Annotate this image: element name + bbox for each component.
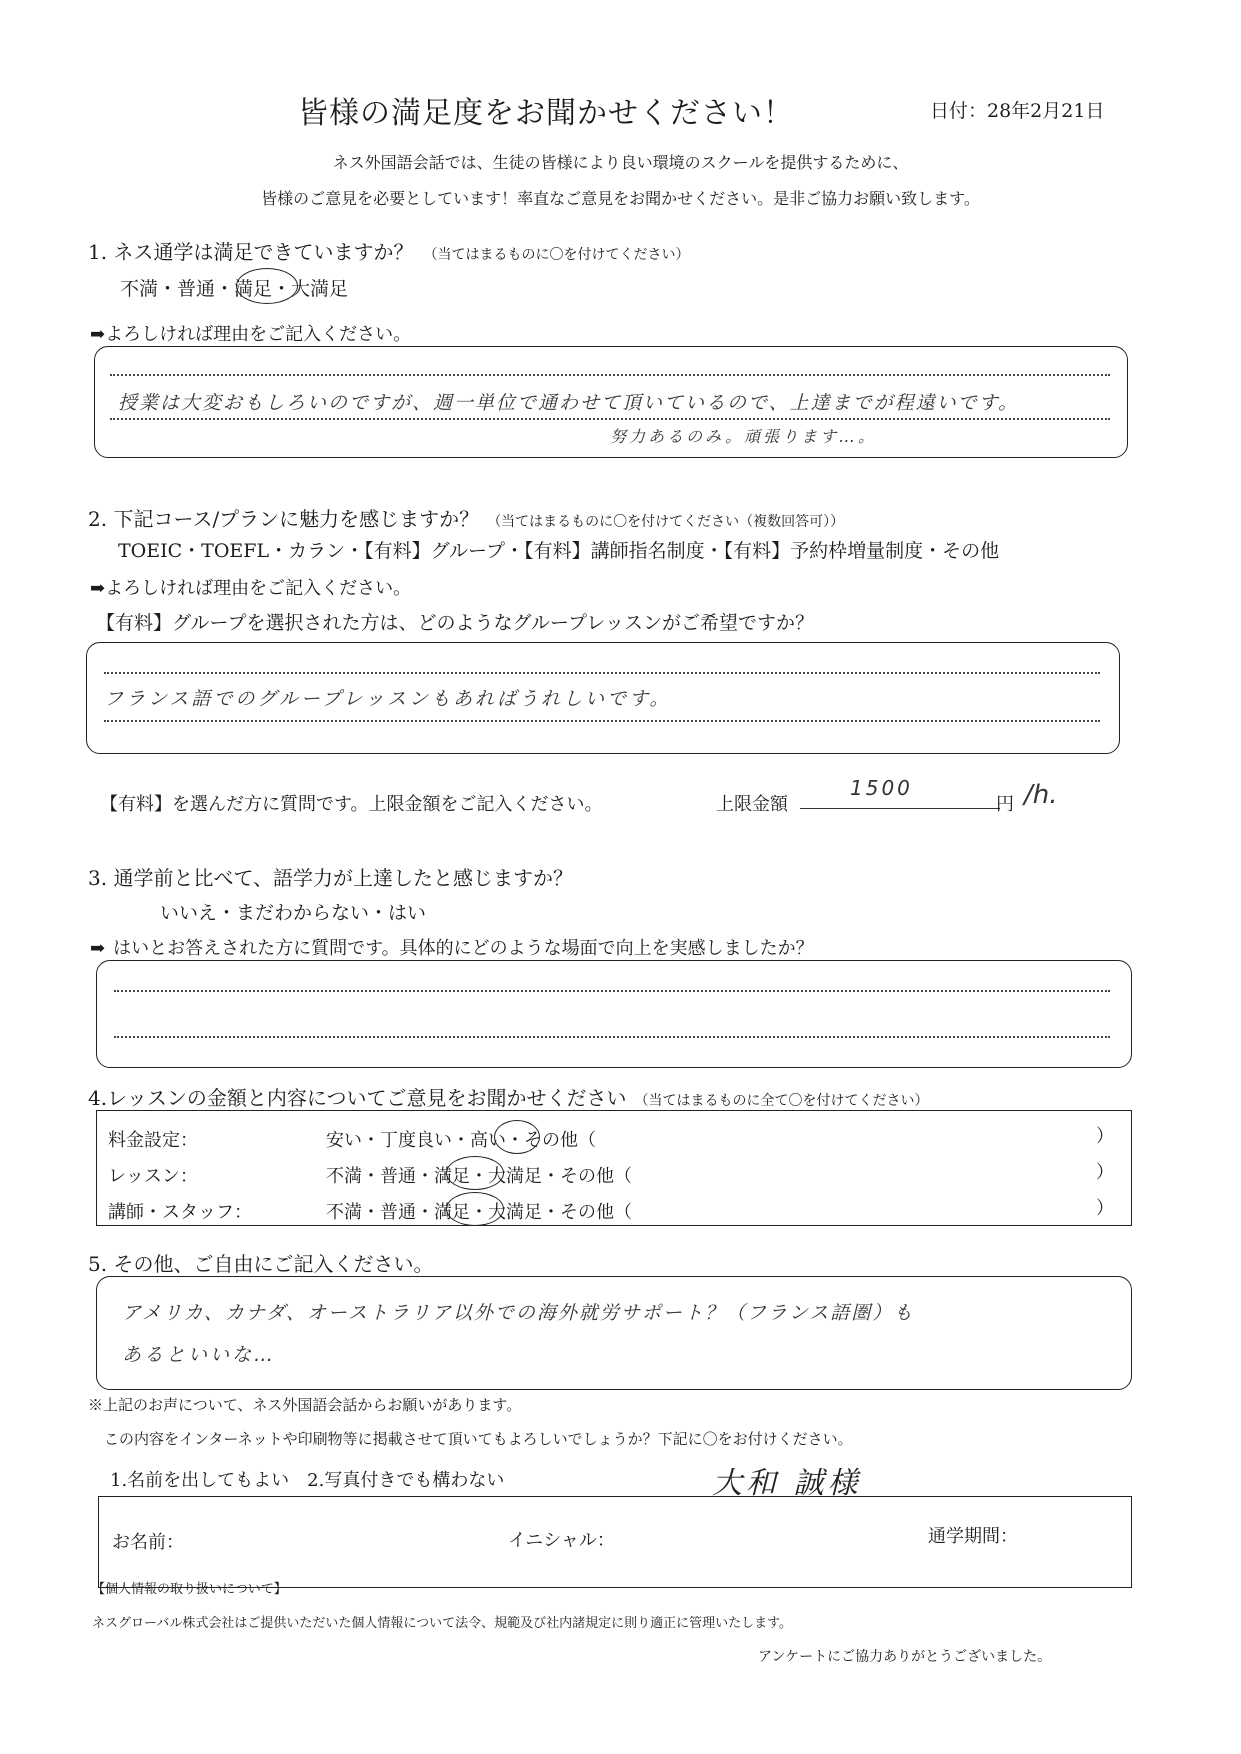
q4-row-price-close: ） bbox=[1096, 1126, 1114, 1147]
q4-question: 4.レッスンの金額と内容についてご意見をお聞かせください （当てはまるものに全て〇を付けてください） bbox=[88, 1086, 929, 1110]
answer-line bbox=[114, 990, 1110, 992]
name-label: お名前： bbox=[112, 1532, 184, 1553]
q1-question: 1. ネス通学は満足できていますか？ （当てはまるものに〇を付けてください） bbox=[88, 240, 690, 264]
q1-reason-prompt: ➡よろしければ理由をご記入ください。 bbox=[90, 324, 412, 345]
q2-limit-question: 【有料】を選んだ方に質問です。上限金額をご記入ください。 bbox=[100, 794, 603, 815]
q2-limit-value: 1500 bbox=[850, 776, 913, 800]
q4-row-price-options: 安い・丁度良い・高い・その他（ bbox=[326, 1130, 596, 1151]
q4-row-staff-close: ） bbox=[1096, 1198, 1114, 1219]
consent-notice: ※上記のお声について、ネス外国語会話からお願いがあります。 bbox=[88, 1396, 522, 1414]
q3-answer-box bbox=[96, 960, 1132, 1068]
consent-request: この内容をインターネットや印刷物等に掲載させて頂いてもよろしいでしょうか？下記に〇をお付けください。 bbox=[104, 1430, 853, 1448]
q3-followup: ➡ はいとお答えされた方に質問です。具体的にどのような場面で向上を実感しましたか？ bbox=[90, 938, 814, 959]
q5-answer-text-1: アメリカ、カナダ、オーストラリア以外での海外就労サポート？（フランス語圏）も bbox=[122, 1302, 915, 1324]
q5-answer-box bbox=[96, 1276, 1132, 1390]
q3-options: いいえ・まだわからない・はい bbox=[160, 902, 427, 924]
q3-question: 3. 通学前と比べて、語学力が上達したと感じますか？ bbox=[88, 866, 574, 890]
period-label: 通学期間： bbox=[928, 1526, 1018, 1547]
q5-question: 5. その他、ご自由にご記入ください。 bbox=[88, 1252, 434, 1276]
q4-row-lesson-close: ） bbox=[1096, 1162, 1114, 1183]
q4-row-price-label: 料金設定： bbox=[108, 1130, 198, 1151]
q2-limit-unit: 円 bbox=[996, 794, 1014, 815]
q2-limit-underline bbox=[800, 808, 1000, 809]
intro-line-2: 皆様のご意見を必要としています！率直なご意見をお聞かせください。是非ご協力お願い致します。 bbox=[261, 189, 980, 208]
privacy-title: 【個人情報の取り扱いについて】 bbox=[92, 1582, 287, 1597]
q2-limit-label: 上限金額 bbox=[716, 794, 788, 815]
q5-answer-text-2: あるといいな… bbox=[122, 1344, 277, 1366]
q2-question: 2. 下記コース/プランに魅力を感じますか？ （当てはまるものに〇を付けてください（複数回答可）） bbox=[88, 507, 845, 531]
thanks-text: アンケートにご協力ありがとうございました。 bbox=[758, 1649, 1052, 1665]
answer-line bbox=[110, 418, 1110, 420]
answer-line bbox=[104, 672, 1100, 674]
q1-options: 不満・普通・満足・大満足 bbox=[120, 278, 349, 300]
q1-answer-text-1: 授業は大変おもしろいのですが、週一単位で通わせて頂いているので、上達までが程遠いです。 bbox=[118, 392, 1020, 414]
q1-selected-circle bbox=[236, 268, 298, 304]
q4-row-lesson-label: レッスン： bbox=[108, 1166, 198, 1187]
q4-row-staff-options: 不満・普通・満足・大満足・その他（ bbox=[326, 1202, 632, 1223]
consent-options: 1.名前を出してもよい 2.写真付きでも構わない bbox=[110, 1470, 505, 1491]
privacy-text: ネスグローバル株式会社はご提供いただいた個人情報について法令、規範及び社内諸規定に則り適正に管理いたします。 bbox=[92, 1616, 793, 1631]
q4-lesson-selected-circle bbox=[446, 1156, 504, 1190]
intro-line-1: ネス外国語会話では、生徒の皆様により良い環境のスクールを提供するために、 bbox=[332, 153, 909, 172]
page-title: 皆様の満足度をお聞かせください！ bbox=[298, 96, 794, 131]
signature: 大和 誠様 bbox=[712, 1466, 862, 1501]
q2-answer-text: フランス語でのグループレッスンもあればうれしいです。 bbox=[104, 688, 672, 710]
q2-options: TOEIC・TOEFL・カラン・【有料】グループ・【有料】講師指名制度・【有料】予約枠増量制度・その他 bbox=[118, 540, 1000, 562]
answer-line bbox=[114, 1036, 1110, 1038]
q4-staff-selected-circle bbox=[446, 1192, 504, 1226]
answer-line bbox=[110, 374, 1110, 376]
initial-label: イニシャル： bbox=[508, 1530, 615, 1551]
q4-row-staff-label: 講師・スタッフ： bbox=[108, 1202, 252, 1223]
survey-date: 日付：28年2月21日 bbox=[930, 100, 1105, 122]
q4-price-selected-circle bbox=[494, 1120, 540, 1154]
q2-reason-prompt: ➡よろしければ理由をご記入ください。 bbox=[90, 578, 412, 599]
q2-group-question: 【有料】グループを選択された方は、どのようなグループレッスンがご希望ですか？ bbox=[96, 612, 815, 634]
answer-line bbox=[104, 720, 1100, 722]
q2-limit-suffix: /h. bbox=[1024, 780, 1058, 810]
q4-row-lesson-options: 不満・普通・満足・大満足・その他（ bbox=[326, 1166, 632, 1187]
q1-answer-text-2: 努力あるのみ。頑張ります…。 bbox=[610, 427, 877, 446]
